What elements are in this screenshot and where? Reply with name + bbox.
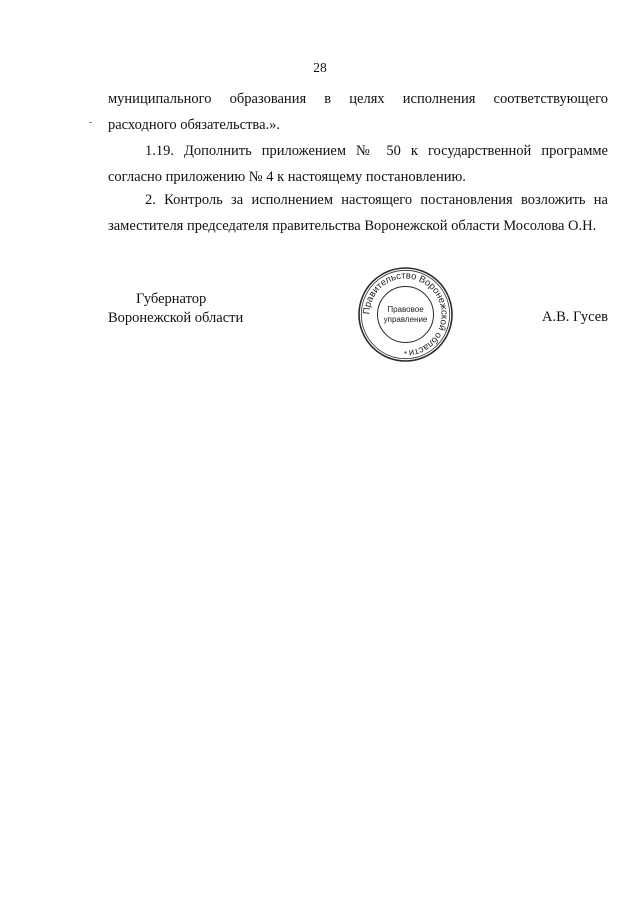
paragraph-line: согласно приложению № 4 к настоящему постановлению. [108, 169, 466, 185]
paragraph-item-1-19 [108, 138, 608, 190]
stamp-ring-text: Правительство Воронежской области [361, 270, 450, 359]
stamp-center-line-2: управление [383, 315, 428, 324]
paragraph-line: заместителя председателя правительства Воронежской области Мосолова О.Н. [108, 218, 597, 234]
paragraph-line: 2. Контроль за исполнением настоящего постановления возложить на [145, 192, 608, 208]
paragraph-line: муниципального образования в целях исполнения соответствующего [108, 91, 608, 107]
signatory-position [108, 290, 243, 328]
signatory-region: Воронежской области [108, 310, 244, 326]
paragraph-line: расходного обязательства.». [108, 117, 281, 133]
paragraph-item-2-control [108, 187, 608, 239]
stamp-star-mark: * [403, 350, 408, 359]
page-number: 28 [313, 60, 327, 75]
official-stamp [357, 266, 454, 363]
signatory-name: А.В. Гусев [542, 309, 608, 325]
signatory-title: Губернатор [136, 291, 207, 307]
paragraph-municipal [108, 86, 608, 138]
stray-mark [89, 122, 92, 123]
stamp-center-line-1: Правовое [387, 305, 424, 314]
paragraph-line: 1.19. Дополнить приложением № 50 к государственной программе [145, 143, 608, 159]
